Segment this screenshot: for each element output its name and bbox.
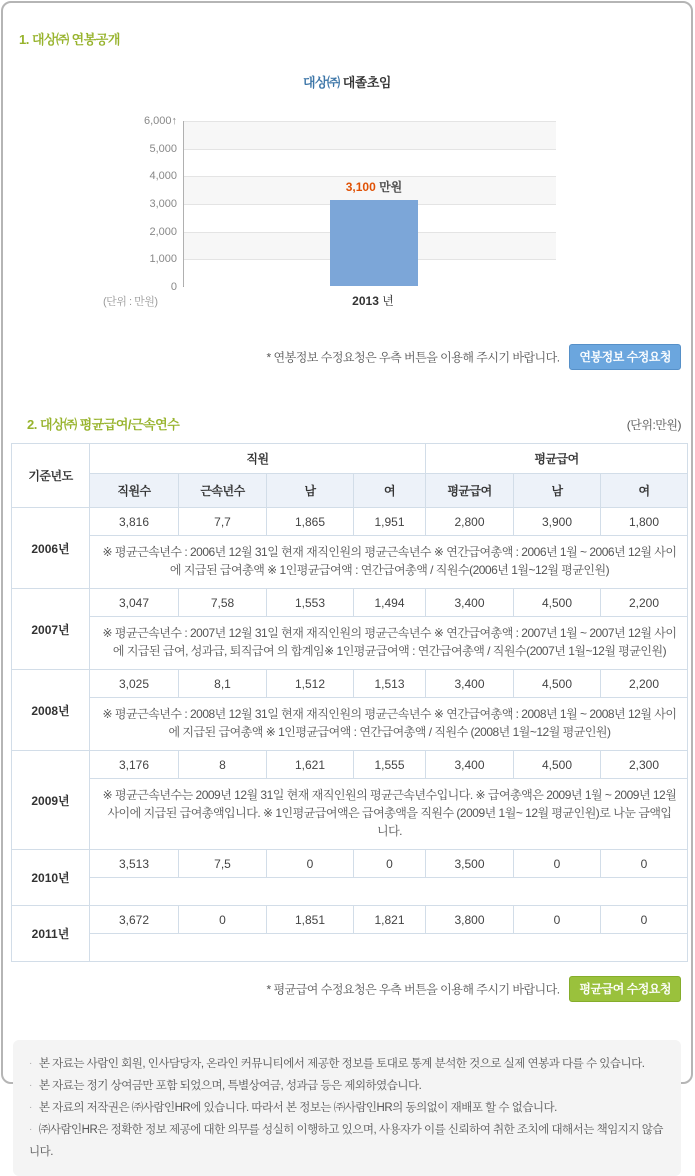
value-cell: 2,800 (426, 508, 514, 536)
value-cell: 0 (179, 906, 267, 934)
salary-edit-request-button[interactable]: 연봉정보 수정요청 (569, 344, 681, 370)
average-salary-table (11, 443, 688, 962)
bar-value-unit: 만원 (379, 180, 403, 194)
avg-request-note: * 평균급여 수정요청은 우측 버튼을 이용해 주시기 바랍니다. (266, 982, 560, 997)
chart-bottom (103, 292, 556, 314)
salary-request-note: * 연봉정보 수정요청은 우측 버튼을 이용해 주시기 바랍니다. (266, 350, 560, 365)
section1-title: 1. 대상㈜ 연봉공개 (19, 32, 120, 47)
y-axis-tick-label: 5,000 (149, 142, 177, 155)
chart-title (11, 72, 683, 91)
value-cell: 0 (514, 906, 601, 934)
value-cell: 2,200 (601, 670, 688, 698)
value-cell: 1,800 (601, 508, 688, 536)
value-cell: 8,1 (179, 670, 267, 698)
table-row (12, 589, 688, 617)
value-cell: 3,900 (514, 508, 601, 536)
value-cell: 7,7 (179, 508, 267, 536)
value-cell: 3,400 (426, 751, 514, 779)
y-axis-tick-label: 2,000 (149, 225, 177, 238)
value-cell: 2,200 (601, 589, 688, 617)
value-cell: 3,400 (426, 589, 514, 617)
bullet-icon: · (29, 1124, 32, 1135)
note-cell (90, 878, 688, 906)
note-cell: ※ 평균근속년수 : 2006년 12월 31일 현재 재직인원의 평균근속년수 ※ 연간급여총액 : 2006년 1월 ~ 2006년 12월 사이에 지급된 급여총액 ※ 1인평균급여액 : 연간급여총액 / 직원수(2006년 1월~12월 평균인원) (90, 536, 688, 589)
value-cell: 2,300 (601, 751, 688, 779)
value-cell: 0 (601, 906, 688, 934)
value-cell: 1,555 (354, 751, 426, 779)
value-cell: 1,553 (267, 589, 354, 617)
value-cell: 1,494 (354, 589, 426, 617)
year-cell: 2008년 (12, 670, 90, 751)
note-row (12, 878, 688, 906)
footer-note-text: 본 자료의 저작권은 ㈜사람인HR에 있습니다. 따라서 본 정보는 ㈜사람인HR의 동의없이 재배포 할 수 없습니다. (38, 1102, 557, 1114)
y-axis-unit-label: (단위 : 만원) (103, 296, 158, 308)
avg-request-row (11, 976, 683, 1002)
chart-title-rest: 대졸초임 (342, 75, 391, 90)
footer-note-line (29, 1075, 665, 1097)
note-row (12, 536, 688, 589)
value-cell: 1,621 (267, 751, 354, 779)
col-subheader: 평균급여 (426, 474, 514, 508)
value-cell: 1,513 (354, 670, 426, 698)
value-cell: 4,500 (514, 751, 601, 779)
table-row (12, 906, 688, 934)
table-row (12, 751, 688, 779)
table-row (12, 508, 688, 536)
section2-title: 2. 대상㈜ 평균급여/근속연수 (27, 417, 180, 432)
value-cell: 1,865 (267, 508, 354, 536)
col-header-base-year: 기준년도 (12, 444, 90, 508)
note-cell (90, 934, 688, 962)
value-cell: 8 (179, 751, 267, 779)
value-cell: 0 (354, 850, 426, 878)
bullet-icon: · (29, 1102, 32, 1113)
value-cell: 4,500 (514, 589, 601, 617)
year-cell: 2010년 (12, 850, 90, 906)
value-cell: 7,5 (179, 850, 267, 878)
note-cell: ※ 평균근속년수 : 2008년 12월 31일 현재 재직인원의 평균근속년수 ※ 연간급여총액 : 2008년 1월 ~ 2008년 12월 사이에 지급된 급여총액 ※ 1인평균급여액 : 연간급여총액 / 직원수 (2008년 1월~12월 평균인원) (90, 698, 688, 751)
value-cell: 0 (514, 850, 601, 878)
value-cell: 1,951 (354, 508, 426, 536)
value-cell: 3,513 (90, 850, 179, 878)
x-axis-category: 2013 년 (352, 294, 394, 308)
bullet-icon: · (29, 1080, 32, 1091)
value-cell: 1,512 (267, 670, 354, 698)
note-cell: ※ 평균근속년수 : 2007년 12월 31일 현재 재직인원의 평균근속년수 ※ 연간급여총액 : 2007년 1월 ~ 2007년 12월 사이에 지급된 급여, 성과급, 퇴직급여 의 합계임※ 1인평균급여액 : 연간급여총액 / 직원수(2007년 1월~12월 평균인원) (90, 617, 688, 670)
footer-note-text: 본 자료는 사람인 회원, 인사담당자, 온라인 커뮤니티에서 제공한 정보를 토대로 통계 분석한 것으로 실제 연봉과 다를 수 있습니다. (38, 1058, 645, 1070)
value-cell: 0 (267, 850, 354, 878)
footer-note-line (29, 1053, 665, 1075)
value-cell: 1,821 (354, 906, 426, 934)
value-cell: 3,025 (90, 670, 179, 698)
page-container (1, 1, 693, 1158)
footer-note-line (29, 1097, 665, 1119)
bullet-icon: · (29, 1058, 32, 1069)
value-cell: 3,672 (90, 906, 179, 934)
value-cell: 4,500 (514, 670, 601, 698)
col-subheader: 직원수 (90, 474, 179, 508)
note-row (12, 779, 688, 850)
year-cell: 2009년 (12, 751, 90, 850)
note-row (12, 617, 688, 670)
value-cell: 3,176 (90, 751, 179, 779)
note-row (12, 698, 688, 751)
value-cell: 3,800 (426, 906, 514, 934)
year-cell: 2007년 (12, 589, 90, 670)
bar-2013 (330, 200, 418, 286)
col-subheader: 여 (601, 474, 688, 508)
bar-value-number: 3,100 (345, 180, 376, 194)
note-row (12, 934, 688, 962)
y-axis-tick-label: 1,000 (149, 253, 177, 266)
col-subheader: 여 (354, 474, 426, 508)
avg-edit-request-button[interactable]: 평균급여 수정요청 (569, 976, 681, 1002)
footer-note-line (29, 1119, 665, 1163)
col-group-avg-salary: 평균급여 (426, 444, 688, 474)
note-cell: ※ 평균근속년수는 2009년 12월 31일 현재 재직인원의 평균근속년수입니다. ※ 급여총액은 2009년 1월 ~ 2009년 12월 사이에 지급된 급여총액입니다. ※ 1인평균급여액은 급여총액을 직원수 (2009년 1월~ 12월 평균인원)로 나눈 금액입니다. (90, 779, 688, 850)
chart-gridband (184, 121, 556, 149)
value-cell: 3,047 (90, 589, 179, 617)
footer-note-text: 본 자료는 정기 상여금만 포함 되었으며, 특별상여금, 성과급 등은 제외하였습니다. (38, 1080, 422, 1092)
value-cell: 3,816 (90, 508, 179, 536)
salary-bar-chart (11, 115, 683, 314)
section2-header (11, 414, 683, 433)
col-group-employee: 직원 (90, 444, 426, 474)
y-axis-tick-label: 6,000↑ (143, 115, 177, 127)
value-cell: 1,851 (267, 906, 354, 934)
bar-value-label (304, 178, 444, 195)
value-cell: 7,58 (179, 589, 267, 617)
col-subheader: 남 (514, 474, 601, 508)
year-cell: 2011년 (12, 906, 90, 962)
y-axis-tick-label: 0 (170, 281, 177, 293)
chart-gridband (184, 149, 556, 177)
footer-notes (13, 1040, 681, 1176)
salary-request-row (11, 344, 683, 370)
year-cell: 2006년 (12, 508, 90, 589)
table-row (12, 850, 688, 878)
value-cell: 3,500 (426, 850, 514, 878)
y-axis-tick-label: 3,000 (149, 198, 177, 210)
table-row (12, 670, 688, 698)
chart-title-company: 대상㈜ (303, 75, 340, 90)
footer-note-text: ㈜사람인HR은 정확한 정보 제공에 대한 의무를 성실히 이행하고 있으며, 사용자가 이를 신뢰하여 취한 조치에 대해서는 책임지지 않습니다. (29, 1124, 663, 1158)
col-subheader: 근속년수 (179, 474, 267, 508)
value-cell: 3,400 (426, 670, 514, 698)
table-unit-label: (단위:만원) (626, 418, 681, 432)
value-cell: 0 (601, 850, 688, 878)
y-axis-tick-label: 4,000 (149, 170, 177, 183)
chart-plot-area (143, 115, 556, 293)
col-subheader: 남 (267, 474, 354, 508)
